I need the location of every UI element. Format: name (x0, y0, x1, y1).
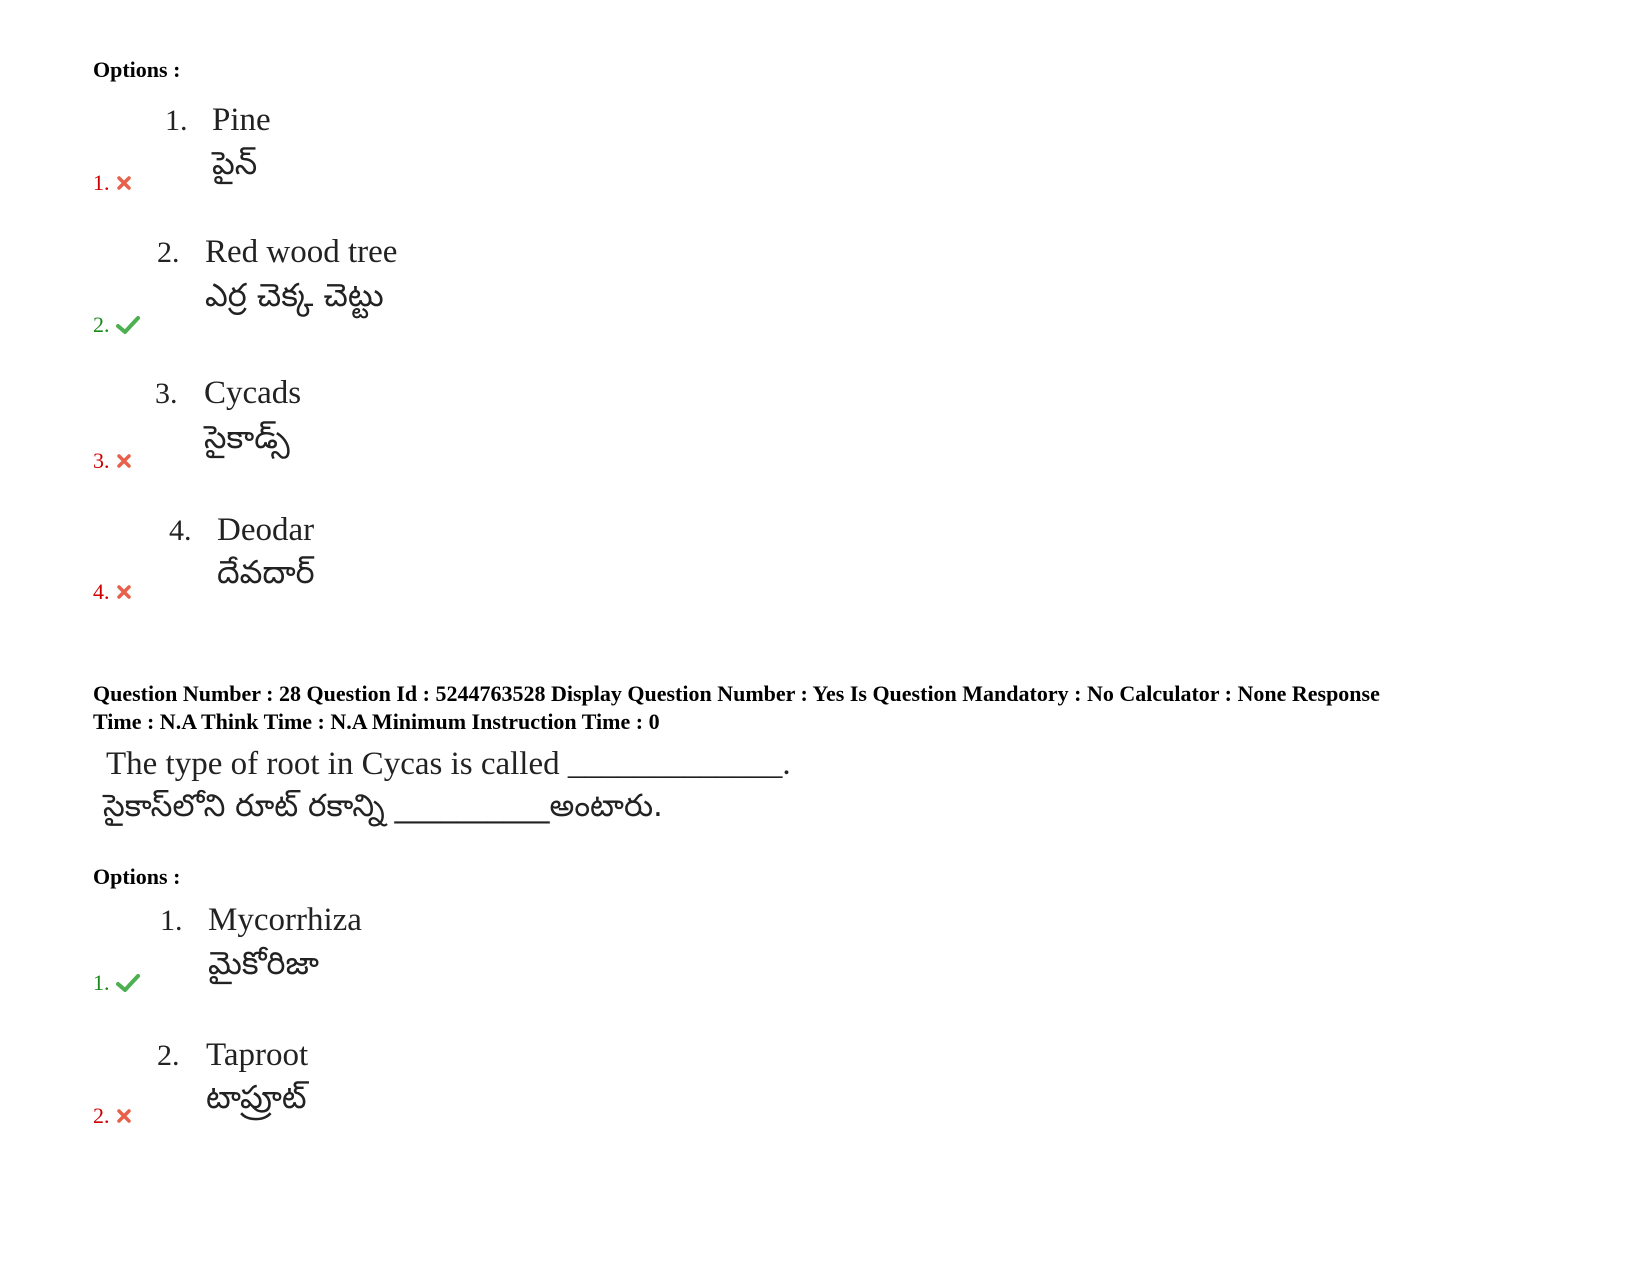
question-meta-line: Question Number : 28 Question Id : 5244763528 Display Question Number : Yes Is Question Mandatory : No Calculator : None Response (93, 681, 1380, 706)
option-marker-number: 2. (93, 312, 110, 337)
cross-icon (116, 175, 132, 191)
option-text-en: Taproot (206, 1037, 309, 1073)
question-text-en: The type of root in Cycas is called _____________. (106, 746, 791, 782)
option-number: 4. (169, 514, 192, 547)
cross-icon (116, 1108, 132, 1124)
question-text-te: సైకాస్‌లోని రూట్ రకాన్ని __________అంటారు. (103, 788, 663, 824)
option-number: 2. (157, 1039, 180, 1072)
option-status-marker (93, 1103, 132, 1129)
option-text-te: పైన్ (212, 144, 258, 182)
option-number: 2. (157, 236, 180, 269)
option-text-te: సైకాడ్స్ (204, 418, 290, 456)
question-meta-line: Time : N.A Think Time : N.A Minimum Instruction Time : 0 (93, 709, 660, 734)
option-text-en: Cycads (204, 375, 302, 411)
check-icon (116, 315, 140, 335)
cross-icon (116, 584, 132, 600)
option-number: 1. (160, 904, 183, 937)
check-icon (116, 973, 140, 993)
option-number: 3. (155, 377, 178, 410)
option-text-en: Mycorrhiza (208, 902, 362, 938)
option-status-marker (93, 170, 132, 196)
option-marker-number: 1. (93, 170, 110, 195)
option-text-te: దేవదార్ (217, 553, 315, 591)
option-text-te: ఎర్ర చెక్క చెట్టు (205, 276, 384, 314)
cross-icon (116, 453, 132, 469)
options-label: Options : (93, 864, 181, 889)
option-marker-number: 1. (93, 970, 110, 995)
question-meta (93, 680, 1573, 736)
option-text-en: Pine (212, 102, 271, 138)
options-label: Options : (93, 57, 181, 82)
option-status-marker (93, 312, 140, 338)
option-marker-number: 4. (93, 579, 110, 604)
option-text-en: Deodar (217, 512, 315, 548)
option-number: 1. (165, 104, 188, 137)
option-status-marker (93, 579, 132, 605)
option-status-marker (93, 970, 140, 996)
option-marker-number: 2. (93, 1103, 110, 1128)
option-marker-number: 3. (93, 448, 110, 473)
option-text-te: మైకోరిజా (208, 944, 320, 982)
option-status-marker (93, 448, 132, 474)
option-text-en: Red wood tree (205, 234, 398, 270)
option-text-te: టాప్రూట్ (206, 1078, 307, 1116)
